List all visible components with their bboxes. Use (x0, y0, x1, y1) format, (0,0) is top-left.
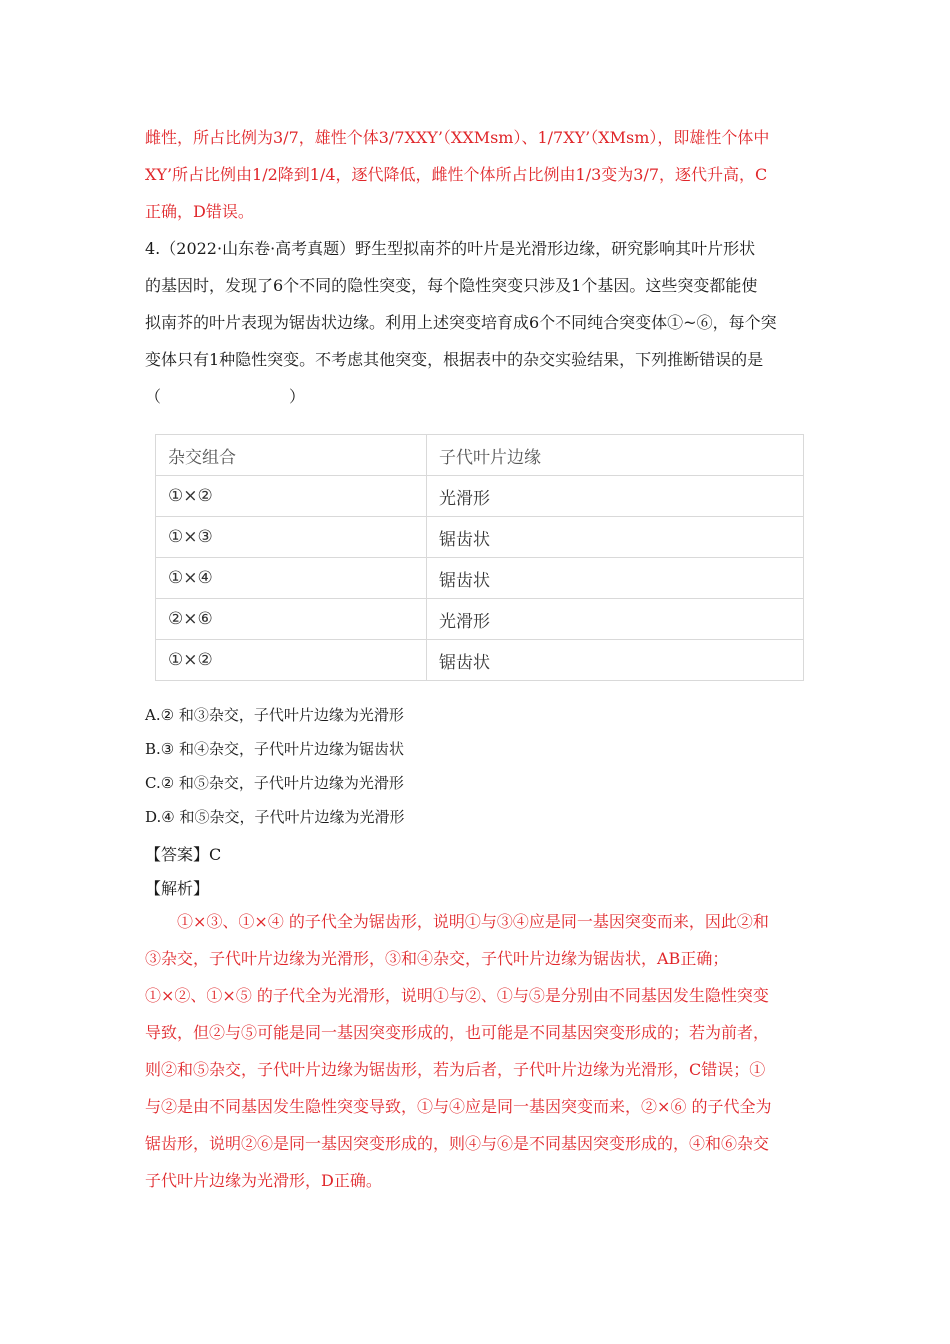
table-row (156, 517, 804, 558)
table-header-cell: 子代叶片边缘 (427, 435, 804, 476)
option-a: A.② 和③杂交，子代叶片边缘为光滑形 (145, 706, 404, 724)
analysis-line: 锯齿形，说明②⑥是同一基因突变形成的，则④与⑥是不同基因突变形成的，④和⑥杂交 (145, 1134, 770, 1153)
table-cell: ①×② (156, 476, 427, 517)
table-row (156, 640, 804, 681)
table-row (156, 476, 804, 517)
question-line: 拟南芥的叶片表现为锯齿状边缘。利用上述突变培育成6个不同纯合突变体①~⑥，每个突 (145, 313, 777, 332)
explanation-line: 正确，D错误。 (145, 202, 254, 221)
table-cell: 锯齿状 (427, 640, 804, 681)
analysis-label: 【解析】 (145, 879, 210, 898)
table-cell: ①×③ (156, 517, 427, 558)
table-cell: 光滑形 (427, 476, 804, 517)
table-cell: ①×② (156, 640, 427, 681)
table-row (156, 558, 804, 599)
option-b: B.③ 和④杂交，子代叶片边缘为锯齿状 (145, 740, 405, 758)
table-cell: 锯齿状 (427, 517, 804, 558)
analysis-line: ③杂交，子代叶片边缘为光滑形，③和④杂交，子代叶片边缘为锯齿状，AB正确； (145, 949, 729, 968)
answer-blank: （ ） (145, 387, 306, 406)
table-cell: ②×⑥ (156, 599, 427, 640)
question-stem (145, 230, 813, 415)
top-explanation (145, 119, 813, 230)
analysis-line: ①×②、①×⑤ 的子代全为光滑形，说明①与②、①与⑤是分别由不同基因发生隐性突变 (145, 986, 769, 1005)
table-header-cell: 杂交组合 (156, 435, 427, 476)
question-line: 的基因时，发现了6个不同的隐性突变，每个隐性突变只涉及1个基因。这些突变都能使 (145, 276, 758, 295)
question-line: 变体只有1种隐性突变。不考虑其他突变，根据表中的杂交实验结果，下列推断错误的是 (145, 350, 764, 369)
cross-results-table (155, 434, 804, 681)
option-d: D.④ 和⑤杂交，子代叶片边缘为光滑形 (145, 808, 405, 826)
analysis-line: 导致，但②与⑤可能是同一基因突变形成的，也可能是不同基因突变形成的；若为前者， (145, 1023, 770, 1042)
table-cell: 锯齿状 (427, 558, 804, 599)
answer-label: 【答案】C (145, 845, 222, 864)
table-header-row (156, 435, 804, 476)
analysis-line: 则②和⑤杂交，子代叶片边缘为锯齿形，若为后者，子代叶片边缘为光滑形，C错误；① (145, 1060, 766, 1079)
explanation-line: XY’所占比例由1/2降到1/4，逐代降低，雌性个体所占比例由1/3变为3/7，逐代升高，C (145, 165, 768, 184)
analysis-line: 子代叶片边缘为光滑形，D正确。 (145, 1171, 382, 1190)
question-line: 4.（2022·山东卷·高考真题）野生型拟南芥的叶片是光滑形边缘，研究影响其叶片形状 (145, 239, 756, 258)
table-row (156, 599, 804, 640)
analysis-text (145, 903, 813, 1199)
option-c: C.② 和⑤杂交，子代叶片边缘为光滑形 (145, 774, 404, 792)
analysis-line: ①×③、①×④ 的子代全为锯齿形，说明①与③④应是同一基因突变而来，因此②和 (145, 912, 769, 931)
table-cell: ①×④ (156, 558, 427, 599)
explanation-line: 雌性，所占比例为3/7，雄性个体3/7XXY’（XXMsm）、1/7XY’（XMsm），即雄性个体中 (145, 128, 770, 147)
table-cell: 光滑形 (427, 599, 804, 640)
analysis-line: 与②是由不同基因发生隐性突变导致，①与④应是同一基因突变而来，②×⑥ 的子代全为 (145, 1097, 772, 1116)
